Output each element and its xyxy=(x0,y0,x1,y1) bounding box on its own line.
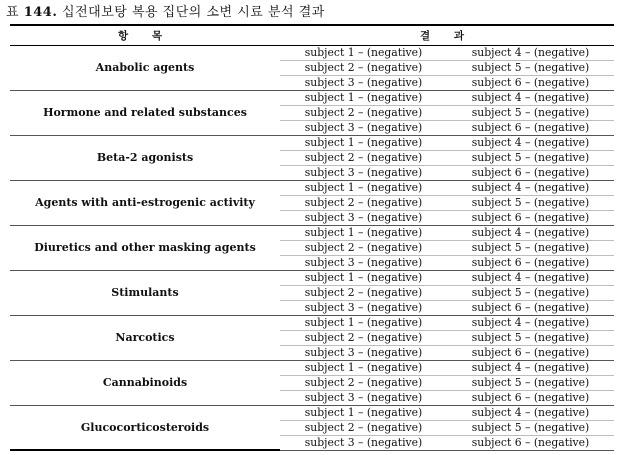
table-row xyxy=(10,90,614,105)
result-cell: subject 4 – (negative) xyxy=(447,180,614,195)
result-cell: subject 2 – (negative) xyxy=(280,150,447,165)
result-cell: subject 6 – (negative) xyxy=(447,210,614,225)
table-row xyxy=(10,45,614,60)
result-cell: subject 1 – (negative) xyxy=(280,315,447,330)
result-cell: subject 1 – (negative) xyxy=(280,90,447,105)
result-cell: subject 6 – (negative) xyxy=(447,300,614,315)
result-cell: subject 4 – (negative) xyxy=(447,90,614,105)
table-row xyxy=(10,225,614,240)
result-cell: subject 5 – (negative) xyxy=(447,195,614,210)
results-table xyxy=(10,24,614,451)
result-cell: subject 5 – (negative) xyxy=(447,150,614,165)
result-cell: subject 4 – (negative) xyxy=(447,225,614,240)
result-cell: subject 6 – (negative) xyxy=(447,390,614,405)
result-cell: subject 3 – (negative) xyxy=(280,345,447,360)
result-cell: subject 5 – (negative) xyxy=(447,60,614,75)
caption-number: 144. xyxy=(23,5,58,20)
result-cell: subject 4 – (negative) xyxy=(447,45,614,60)
item-cell: Anabolic agents xyxy=(10,45,280,90)
result-cell: subject 1 – (negative) xyxy=(280,135,447,150)
result-cell: subject 6 – (negative) xyxy=(447,165,614,180)
result-cell: subject 3 – (negative) xyxy=(280,255,447,270)
result-cell: subject 2 – (negative) xyxy=(280,375,447,390)
result-cell: subject 4 – (negative) xyxy=(447,315,614,330)
result-cell: subject 4 – (negative) xyxy=(447,135,614,150)
result-cell: subject 6 – (negative) xyxy=(447,75,614,90)
result-cell: subject 1 – (negative) xyxy=(280,405,447,420)
result-cell: subject 1 – (negative) xyxy=(280,225,447,240)
result-cell: subject 3 – (negative) xyxy=(280,75,447,90)
table-row xyxy=(10,135,614,150)
table-row xyxy=(10,315,614,330)
result-cell: subject 2 – (negative) xyxy=(280,285,447,300)
result-cell: subject 4 – (negative) xyxy=(447,405,614,420)
table-row xyxy=(10,360,614,375)
item-cell: Agents with anti-estrogenic activity xyxy=(10,180,280,225)
result-cell: subject 3 – (negative) xyxy=(280,120,447,135)
result-cell: subject 2 – (negative) xyxy=(280,330,447,345)
item-cell: Beta-2 agonists xyxy=(10,135,280,180)
item-cell: Cannabinoids xyxy=(10,360,280,405)
result-cell: subject 6 – (negative) xyxy=(447,120,614,135)
table-row xyxy=(10,180,614,195)
item-cell: Stimulants xyxy=(10,270,280,315)
result-cell: subject 5 – (negative) xyxy=(447,240,614,255)
result-cell: subject 2 – (negative) xyxy=(280,195,447,210)
result-cell: subject 1 – (negative) xyxy=(280,180,447,195)
table-caption xyxy=(6,2,325,24)
item-cell: Diuretics and other masking agents xyxy=(10,225,280,270)
result-cell: subject 3 – (negative) xyxy=(280,165,447,180)
item-cell: Glucocorticosteroids xyxy=(10,405,280,450)
result-cell: subject 5 – (negative) xyxy=(447,375,614,390)
result-cell: subject 2 – (negative) xyxy=(280,420,447,435)
result-cell: subject 1 – (negative) xyxy=(280,270,447,285)
table-row xyxy=(10,270,614,285)
result-cell: subject 5 – (negative) xyxy=(447,420,614,435)
header-item: 항 목 xyxy=(10,25,280,45)
item-cell: Hormone and related substances xyxy=(10,90,280,135)
result-cell: subject 1 – (negative) xyxy=(280,360,447,375)
result-cell: subject 6 – (negative) xyxy=(447,345,614,360)
result-cell: subject 3 – (negative) xyxy=(280,300,447,315)
result-cell: subject 2 – (negative) xyxy=(280,105,447,120)
result-cell: subject 1 – (negative) xyxy=(280,45,447,60)
result-cell: subject 3 – (negative) xyxy=(280,210,447,225)
table-row xyxy=(10,405,614,420)
result-cell: subject 5 – (negative) xyxy=(447,105,614,120)
caption-label: 표 xyxy=(6,5,20,20)
result-cell: subject 4 – (negative) xyxy=(447,360,614,375)
result-cell: subject 5 – (negative) xyxy=(447,330,614,345)
header-row xyxy=(10,25,614,45)
result-cell: subject 6 – (negative) xyxy=(447,255,614,270)
result-cell: subject 4 – (negative) xyxy=(447,270,614,285)
result-cell: subject 6 – (negative) xyxy=(447,435,614,450)
result-cell: subject 2 – (negative) xyxy=(280,60,447,75)
header-result: 결 과 xyxy=(280,25,614,45)
result-cell: subject 5 – (negative) xyxy=(447,285,614,300)
result-cell: subject 3 – (negative) xyxy=(280,435,447,450)
caption-title: 십전대보탕 복용 집단의 소변 시료 분석 결과 xyxy=(62,5,325,20)
result-cell: subject 2 – (negative) xyxy=(280,240,447,255)
results-body xyxy=(10,45,614,450)
item-cell: Narcotics xyxy=(10,315,280,360)
result-cell: subject 3 – (negative) xyxy=(280,390,447,405)
